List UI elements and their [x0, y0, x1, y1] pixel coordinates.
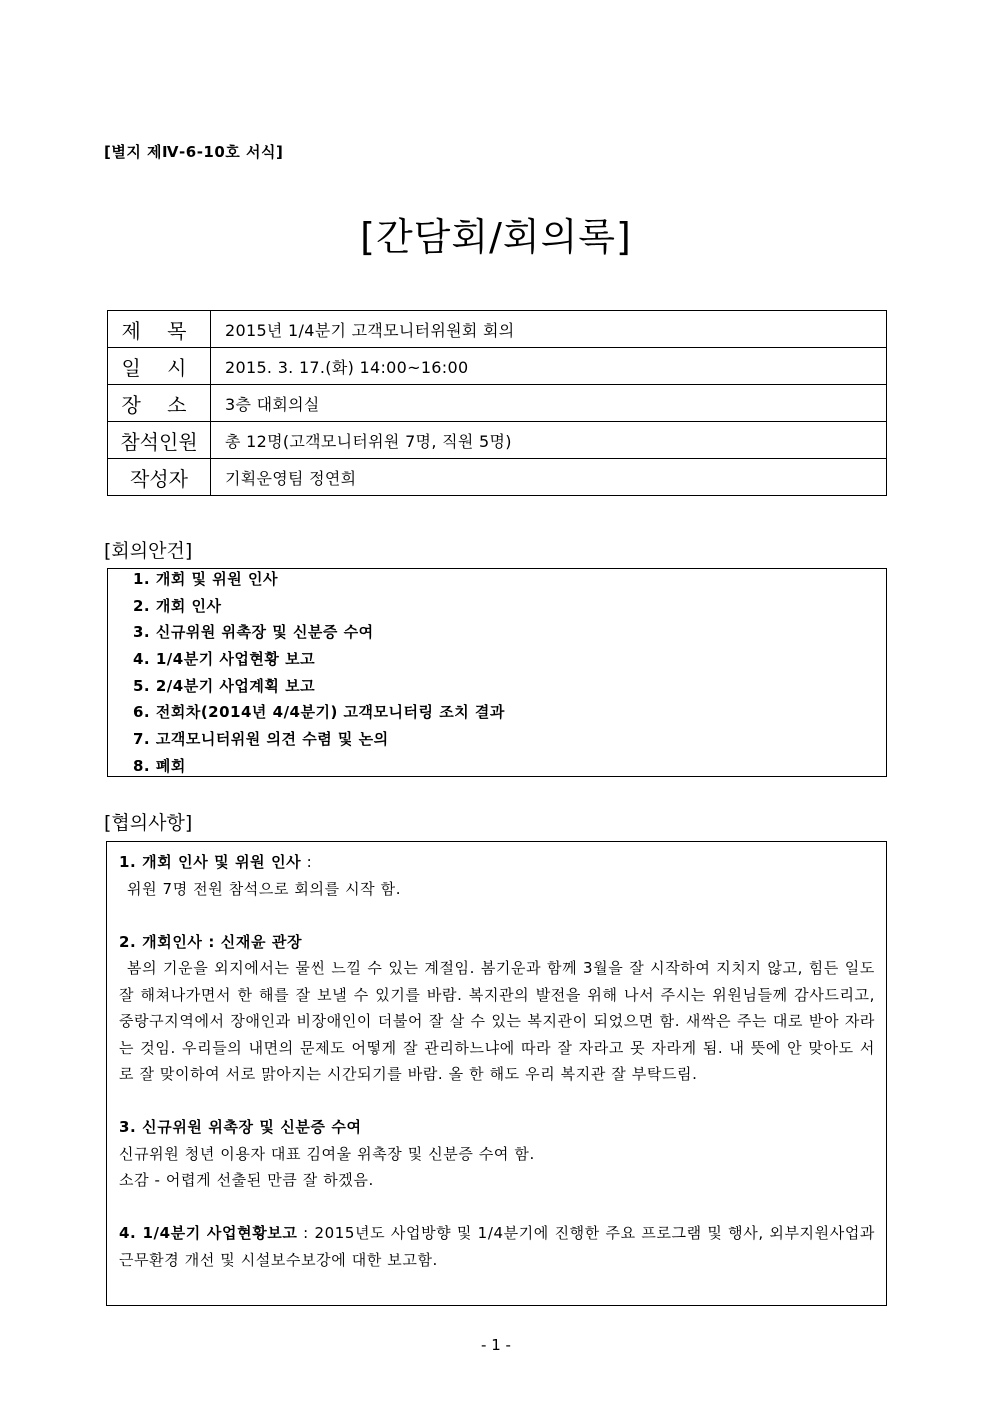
discussion-item-3-line1: 신규위원 청년 이용자 대표 김여울 위촉장 및 신분증 수여 함.	[119, 1144, 535, 1163]
discussion-item-1-heading: 1. 개회 인사 및 위원 인사	[119, 853, 302, 871]
info-row-author	[108, 459, 887, 496]
info-value-attendees: 총 12명(고객모니터위원 7명, 직원 5명)	[211, 422, 887, 459]
info-label-subject: 제 목	[108, 311, 211, 348]
info-label-author: 작성자	[108, 459, 211, 496]
agenda-item: 5. 2/4분기 사업계획 보고	[133, 676, 316, 695]
info-value-subject: 2015년 1/4분기 고객모니터위원회 회의	[211, 311, 887, 348]
agenda-item: 6. 전회차(2014년 4/4분기) 고객모니터링 조치 결과	[133, 703, 505, 722]
discussion-item-4	[119, 1220, 875, 1273]
agenda-list	[133, 569, 505, 783]
meeting-info-table	[107, 310, 887, 496]
agenda-box	[107, 568, 887, 777]
info-row-attendees	[108, 422, 887, 459]
discussion-content	[119, 849, 875, 1273]
agenda-item: 2. 개회 인사	[133, 596, 222, 615]
agenda-item: 4. 1/4분기 사업현황 보고	[133, 650, 316, 669]
discussion-item-3-line2: 소감 - 어렵게 선출된 만큼 잘 하겠음.	[119, 1171, 374, 1189]
info-row-subject	[108, 311, 887, 348]
agenda-item: 1. 개회 및 위원 인사	[133, 570, 278, 588]
info-value-author: 기획운영팀 정연희	[211, 459, 887, 496]
info-row-datetime	[108, 348, 887, 385]
info-value-place: 3층 대회의실	[211, 385, 887, 422]
info-label-place: 장 소	[108, 385, 211, 422]
document-title: [간담회/회의록]	[360, 215, 632, 259]
discussion-box	[106, 841, 887, 1306]
agenda-item: 7. 고객모니터위원 의견 수렴 및 논의	[133, 730, 389, 749]
discussion-item-4-body: : 2015년도 사업방향 및 1/4분기에 진행한 주요 프로그램 및 행사, 외부지원사업과 근무환경 개선 및 시설보수보강에 대한 보고함.	[119, 1224, 875, 1269]
discussion-heading: [협의사항]	[104, 812, 193, 834]
discussion-item-2-body: 봄의 기운을 외지에서는 물씬 느낄 수 있는 계절임. 봄기운과 함께 3월을 잘 시작하여 지치지 않고, 힘든 일도 잘 해쳐나가면서 한 해를 잘 보낼 수 있기를 바람. 복지관의 발전을 위해 나서 주시는 위원님들께 감사드리고, 중랑구지역에서 장애인과 비장애인이 더불어 잘 살 수 있는 복지관이 되었으면 함. 새싹은 주는 대로 받아 자라는 것임. 우리들의 내면의 문제도 어떻게 잘 관리하느냐에 따라 잘 자라고 못 자라게 됨. 내 뜻에 안 맞아도 서로 잘 맞이하여 서로 맑아지는 시간되기를 바람. 올 한 해도 우리 복지관 잘 부탁드림.	[119, 959, 875, 1083]
info-label-attendees: 참석인원	[108, 422, 211, 459]
form-code: [별지 제Ⅳ-6-10호 서식]	[104, 143, 284, 161]
agenda-heading: [회의안건]	[104, 540, 193, 562]
agenda-item: 8. 폐회	[133, 756, 186, 775]
discussion-item-3-heading: 3. 신규위원 위촉장 및 신분증 수여	[119, 1118, 362, 1136]
info-label-datetime: 일 시	[108, 348, 211, 385]
info-row-place	[108, 385, 887, 422]
page-number: - 1 -	[481, 1336, 511, 1354]
discussion-item-1	[119, 849, 875, 876]
discussion-item-1-colon: :	[301, 853, 313, 871]
info-value-datetime: 2015. 3. 17.(화) 14:00~16:00	[211, 348, 887, 385]
discussion-item-4-heading: 4. 1/4분기 사업현황보고	[119, 1224, 298, 1242]
agenda-item: 3. 신규위원 위촉장 및 신분증 수여	[133, 623, 374, 642]
discussion-item-2-heading: 2. 개회인사 : 신재윤 관장	[119, 932, 303, 951]
discussion-item-1-body: 위원 7명 전원 참석으로 회의를 시작 함.	[127, 879, 402, 898]
